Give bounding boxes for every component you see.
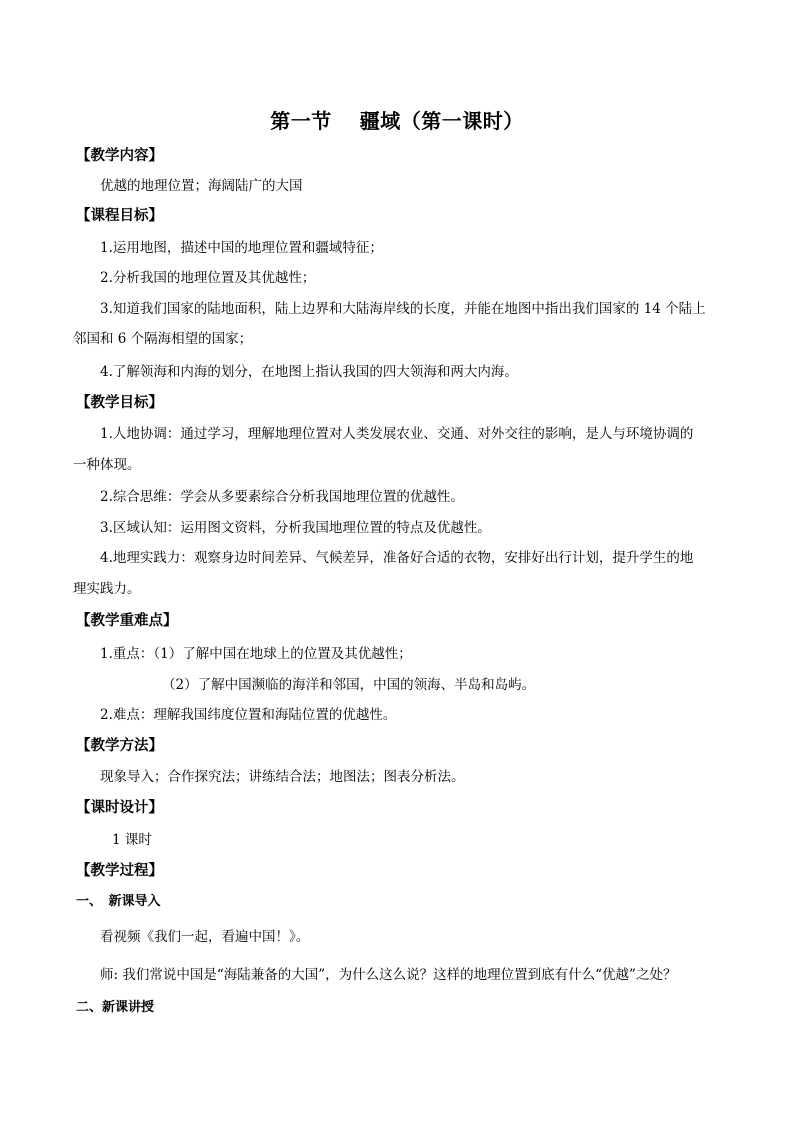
key-point-subitem: （2）了解中国濒临的海洋和邻国，中国的领海、半岛和岛屿。 <box>162 677 536 693</box>
section-heading-curriculum: 【课程目标】 <box>76 208 163 224</box>
section-heading-process: 【教学过程】 <box>76 863 163 879</box>
objective-item: 2.综合思维：学会从多要素综合分析我国地理位置的优越性。 <box>100 489 464 505</box>
process-step-heading: 一、 新课导入 <box>76 894 161 909</box>
section-heading-key-points: 【教学重难点】 <box>76 613 178 629</box>
process-teacher-text: 师: 我们常说中国是“海陆兼备的大国”，为什么这么说？这样的地理位置到底有什么“优越”之处？ <box>100 967 677 983</box>
methods-text: 现象导入；合作探究法；讲练结合法；地图法；图表分析法。 <box>100 769 465 785</box>
objective-item: 1.人地协调：通过学习，理解地理位置对人类发展农业、交通、对外交往的影响，是人与环境协调的 <box>100 426 694 442</box>
objective-item-continued: 理实践力。 <box>73 581 141 597</box>
content-text: 优越的地理位置；海阔陆广的大国 <box>100 178 303 194</box>
curriculum-item: 3.知道我们国家的陆地面积，陆上边界和大陆海岸线的长度，并能在地图中指出我们国家的 14 个陆上 <box>100 301 706 317</box>
curriculum-item: 4.了解领海和内海的划分，在地图上指认我国的四大领海和两大内海。 <box>100 364 518 380</box>
key-point-item: 1.重点：（1）了解中国在地球上的位置及其优越性； <box>100 646 412 662</box>
process-video-text: 看视频《我们一起，看遍中国！》。 <box>100 929 310 945</box>
curriculum-item: 2.分析我国的地理位置及其优越性； <box>100 270 316 286</box>
curriculum-item: 1.运用地图，描述中国的地理位置和疆域特征； <box>100 240 383 256</box>
objective-item-continued: 一种体现。 <box>73 457 141 473</box>
document-title: 第一节 疆域（第一课时） <box>270 109 524 133</box>
objective-item: 4.地理实践力：观察身边时间差异、气候差异，准备好合适的衣物，安排好出行计划，提升学生的地 <box>100 550 694 566</box>
section-heading-objectives: 【教学目标】 <box>76 395 163 411</box>
process-step-heading: 二、新课讲授 <box>76 1000 155 1015</box>
key-point-item: 2.难点：理解我国纬度位置和海陆位置的优越性。 <box>100 707 397 723</box>
curriculum-item-continued: 邻国和 6 个隔海相望的国家； <box>73 331 253 347</box>
section-heading-content: 【教学内容】 <box>76 148 163 164</box>
section-heading-methods: 【教学方法】 <box>76 738 163 754</box>
schedule-text: 1 课时 <box>112 832 152 848</box>
objective-item: 3.区域认知：运用图文资料，分析我国地理位置的特点及优越性。 <box>100 520 491 536</box>
section-heading-schedule: 【课时设计】 <box>76 800 163 816</box>
